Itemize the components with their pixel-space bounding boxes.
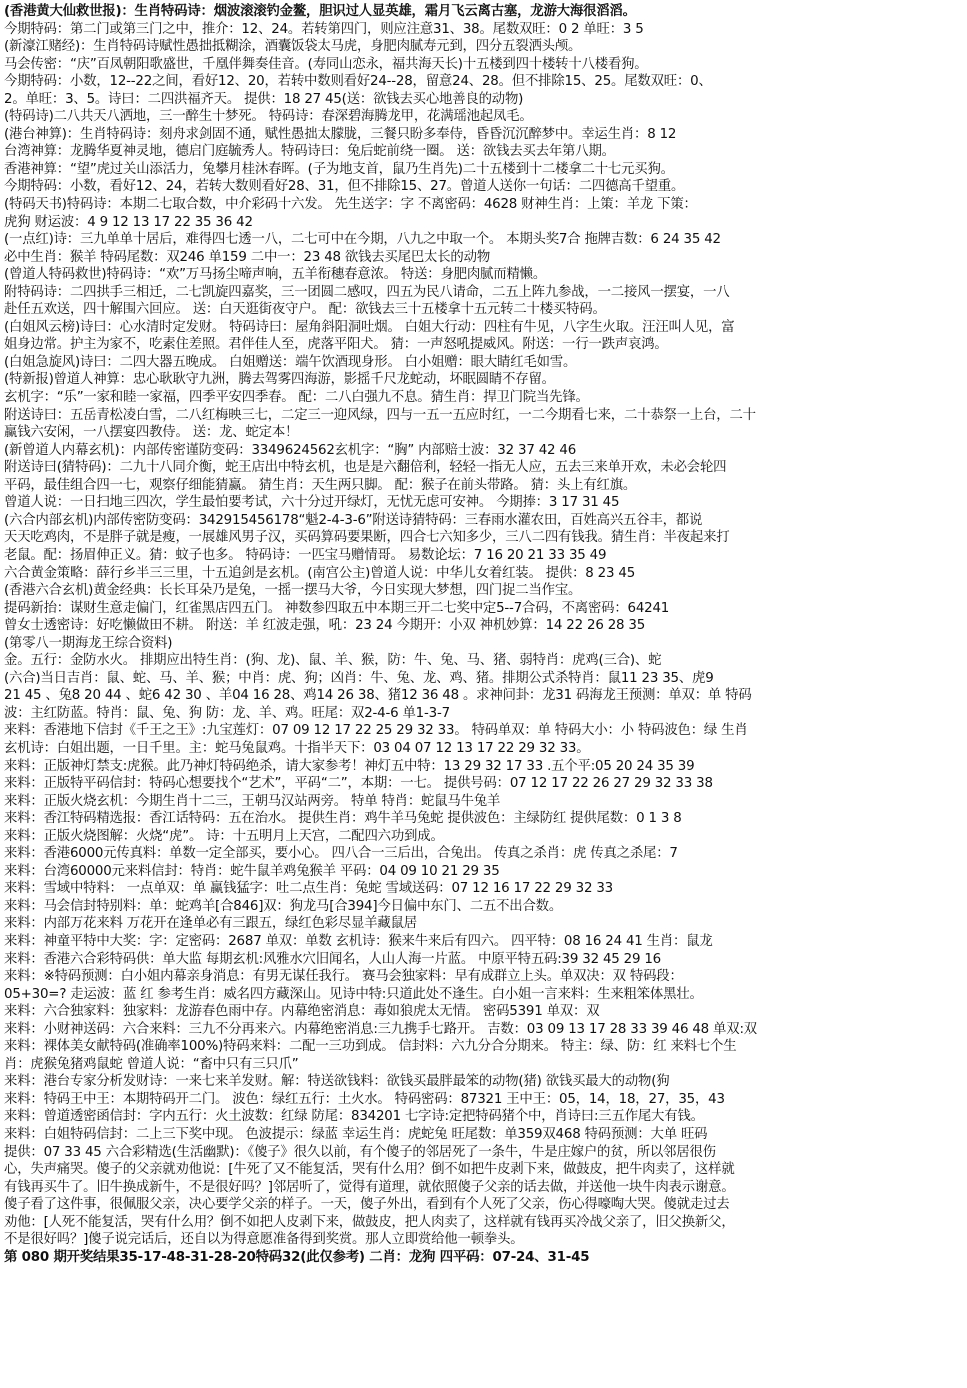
- text-line: 心，失声痛哭。傻子的父亲就劝他说：[牛死了又不能复活，哭有什么用？倒不如把牛皮剥下来，做鼓皮，把牛肉卖了，这样就: [4, 1162, 735, 1178]
- text-line: (第零八一期海龙王综合资料): [4, 635, 173, 651]
- text-line: 平码，最佳组合四一七，观察仔细能猜赢。 猜生肖：天生两只脚。 配：猴子在前头带路。 猜：头上有红旗。: [4, 477, 637, 493]
- text-line: (白姐风云榜)诗曰：心水清时定发财。 特码诗曰：屋角斜阳洞吐烟。 白姐大行动：四柱有牛见，八字生火取。汪汪叫人见，富: [4, 319, 735, 335]
- text-line: (特码天书)特码诗：本期二七取合数，中介彩码十六发。 先生送字：字 不离密码：4628 财神生肖：上策：羊龙 下策：: [4, 197, 697, 213]
- text-line: 姐身边常。护主为家不，吃素住差照。君伴佳人至，虎落平阳犬。 猜：一声怒吼提威风。附送：一行一跌声哀鸿。: [4, 337, 668, 353]
- text-line: 来料：港台专家分析发财诗：一来七来羊发财。解：特送欲钱料：欲钱买最胖最笨的动物(猪) 欲钱买最大的动物(狗: [4, 1074, 670, 1090]
- text-line: 玄机诗：白姐出题，一日千里。主：蛇马兔鼠鸡。十指半天下：03 04 07 12 13 17 22 29 32 33。: [4, 740, 590, 756]
- text-line: 有钱再买牛了。旧牛换成新牛，不是很好吗？]邻居听了，觉得有道理，就依照傻子父亲的话去做，并送他一块牛肉表示谢意。: [4, 1179, 735, 1195]
- text-line: 香港神算：“望”虎过关山添活力，兔攀月桂沐春晖。(子为地支首，鼠乃生肖先)二十五楼到十二楼拿二十七元买狗。: [4, 161, 674, 177]
- text-line: 来料：正版特平码信封：特码心想要找个“艺术”，平码“二”，本期：一七。 提供号码：07 12 17 22 26 27 29 32 33 38: [4, 776, 713, 792]
- text-line: (香港六合玄机)黄金经典：长长耳朵乃是兔，一摇一摆马大爷，今日实现大梦想，四门捉二当作宝。: [4, 583, 582, 599]
- text-line: 六合黄金策略：薛行乡半三三里，十五追剑是玄机。(南宫公主)曾道人说：中华儿女着红装。 提供：8 23 45: [4, 565, 636, 581]
- text-line: 来料：台湾60000元来料信封：特肖：蛇牛鼠羊鸡兔猴羊 平码：04 09 10 21 29 35: [4, 863, 500, 879]
- text-line: 来料：曾道透密函信封：字内五行：火土波数：红绿 防尾：834201 七字诗:定把特码猪个中，肖诗曰:三五作尾大有钱。: [4, 1109, 704, 1125]
- text-line: 虎狗 财运波：4 9 12 13 17 22 35 36 42: [4, 214, 253, 230]
- text-line: 来料：特码王中王：本期特码开二门。 波色：绿红五行：土火水。 特码密码：87321 王中王：05，14，18，27，35，43: [4, 1091, 725, 1107]
- text-line: 提供：07 33 45 六合彩精选(生活幽默)：《傻子》很久以前，有个傻子的邻居死了一条牛，牛是庄嫁户的贫，所以邻居很伤: [4, 1144, 716, 1160]
- text-line: (白姐急旋风)诗曰：二四大器五晚成。 白姐赠送：端午饮酒现身形。 白小姐赠：眼大睛红毛如雪。: [4, 354, 577, 370]
- text-line: 21 45 、兔8 20 44 、蛇6 42 30 、羊04 16 28、鸡14 26 38、猪12 36 48 。求神问卦：龙31 码海龙王预测：单双：单 特码: [4, 688, 752, 704]
- text-line: 来料：香港6000元传真料：单数一定全部买，要小心。 四八合一三后出，合兔出。 传真之杀肖：虎 传真之杀尾：7: [4, 846, 678, 862]
- text-line: 马会传密：“庆”百凤朝阳歌盛世，千凰伴舞奏佳音。(寿同山恋永，福共海天长)十五楼到四十楼转十八楼看狗。: [4, 56, 648, 72]
- text-line: 来料：小财神送码：六合来料：三九不分再来六。内幕绝密消息:三九携手七路开。 吉数：03 09 13 17 28 33 39 46 48 单双:双: [4, 1021, 757, 1037]
- text-line: 老鼠。配：扬眉伸正义。猜：蚊子也多。 特码诗：一匹宝马赠情哥。 易数论坛：7 16 20 21 33 35 49: [4, 547, 607, 563]
- text-line: 来料：内部万花来料 万花开在逢单必有三跟五，绿红色彩尽显羊藏鼠居: [4, 916, 417, 932]
- text-line: 劝他：[人死不能复活，哭有什么用？倒不如把人皮剥下来，做鼓皮，把人肉卖了，这样就有钱再买冷战父亲了，旧父换新父，: [4, 1214, 735, 1230]
- text-line: 来料：香江特码精选报：香江话特码：五在治水。 提供生肖：鸡牛羊马兔蛇 提供波色：主绿防红 提供尾数：0 1 3 8: [4, 811, 682, 827]
- text-line: 05+30=? 走运波：蓝 红 参考生肖：威名四方藏深山。见诗中特:只道此处不逢生。白小姐一言来料：生来粗笨体黑壮。: [4, 986, 703, 1002]
- text-line: 来料：马会信封特别料：单：蛇鸡羊[合846]双：狗龙马[合394]今日偏中东门、二五不出合数。: [4, 898, 563, 914]
- text-line: (曾道人特码救世)特码诗：“欢”万马扬尘啼声响，五羊衔穗春意浓。 特送：身肥肉腻而精懒。: [4, 267, 547, 283]
- text-line: 来料：雪域中特料： 一点单双：单 赢钱猛字：吐二点生肖：兔蛇 雪域送码：07 12 16 17 22 29 32 33: [4, 881, 613, 897]
- text-line: 来料：神童平特中大奖：字：定密码：2687 单双：单数 玄机诗：猴来牛来后有四六。 四平特：08 16 24 41 生肖：鼠龙: [4, 933, 713, 949]
- text-line: 波：主红防蓝。特肖：鼠、兔、狗 防：龙、羊、鸡。旺尾：双2-4-6 单1-3-7: [4, 705, 450, 721]
- text-line: 赴任五欢送，四十解围六回应。 送：白天逛街夜守户。 配：欲钱去三十五楼拿十五元转二十楼买特码。: [4, 302, 606, 318]
- text-line: 来料：香港地下信封《千王之王》:九宝莲灯：07 09 12 17 22 25 29 32 33。 特码单双：单 特码大小：小 特码波色：绿 生肖: [4, 723, 748, 739]
- text-line: 必中生肖：猴羊 特码尾数：双246 单159 二中一：23 48 欲钱去买尾巴太长的动物: [4, 249, 491, 265]
- text-line: 曾道人说：一日扫地三四次，学生最怕要考试，六十分过开绿灯，无忧无虑可安神。 今期捧：3 17 31 45: [4, 495, 620, 511]
- text-line: 来料：正版火烧图解：火烧“虎”。 诗：十五明月上天宫，二配四六功到成。: [4, 828, 444, 844]
- text-line: 今期特码：第二门或第三门之中，推介：12、24。若转第四门，则应注意31、38。尾数双旺：0 2 单旺：3 5: [4, 21, 644, 37]
- text-line: (六合)当日吉肖：鼠、蛇、马、羊、猴；中肖：虎、狗；凶肖：牛、兔、龙、鸡、猪。排期公式杀特肖：鼠11 23 35、虎9: [4, 670, 714, 686]
- text-line: 天天吃鸡肉，不是胖子就是瘦，一展雄风男子汉，买码算码要果断，四合七六知多少，三八二四有钱我。猜生肖：半夜起来打: [4, 530, 730, 546]
- text-line: (六合内部玄机)内部传密防变码：342915456178“魁2-4-3-6”附送诗猜特码：三春雨水灌农田，百姓高兴五谷丰，都说: [4, 512, 703, 528]
- text-line: 来料：裸体美女献特码(准确率100%)特码来料：二配一三功到成。 信封料：六九分合分期来。 特主：绿、防：红 来料七个生: [4, 1039, 737, 1055]
- text-line: 2。单旺：3、5。诗曰：二四洪福齐天。 提供：18 27 45(送：欲钱去买心地善良的动物): [4, 91, 524, 107]
- text-line: 来料：香港六合彩特码供：单大监 每期玄机:风雅水穴旧闻名，人山人海一片蓝。 中原平特五码:39 32 45 29 16: [4, 951, 661, 967]
- text-line: 曾女士透密诗：好吃懒做田不耕。 附送：羊 红波走强，吼：23 24 今期开：小双 神机妙算：14 22 26 28 35: [4, 618, 646, 634]
- text-line: 今期特码：小数，看好12、24，若转大数则看好28、31，但不排除15、27。曾道人送你一句话：二四德高千望重。: [4, 179, 685, 195]
- text-line: 来料：白姐特码信封：二上三下奖中现。 色波提示：绿蓝 幸运生肖：虎蛇兔 旺尾数：单359双468 特码预测：大单 旺码: [4, 1127, 708, 1142]
- text-line: (一点红)诗：三九单单十居后，难得四七透一八，二七可中在今期，八九之中取一个。 本期头奖7合 拖牌吉数：6 24 35 42: [4, 232, 721, 248]
- text-line: 来料：※特码预测：白小姐内幕亲身消息：有男无谋任我行。 赛马会独家料：早有成群立上头。单双决：双 特码段：: [4, 969, 683, 985]
- results-footer: 第 080 期开奖结果35-17-48-31-28-20特码32(此仅参考) 二肖：龙狗 四平码：07-24、31-45: [4, 1249, 590, 1265]
- text-line: 玄机字：“乐”一家和睦一家福，四季平安四季春。 配：二八白强九不息。猜生肖：捍卫门院当先锋。: [4, 390, 589, 406]
- text-line: 来料：正版火烧玄机：今期生肖十二三，王朝马汉站两旁。 特单 特肖：蛇鼠马牛兔羊: [4, 793, 501, 809]
- text-line: 提码新抬：谋财生意走偏门，红雀黑店四五门。 神数参四取五中本期三开二七奖中定5--7合码，不离密码：64241: [4, 600, 670, 616]
- text-line: (新濠江赌经)：生肖特码诗赋性愚拙抵糊涂，酒囊饭袋太马虎，身肥肉腻寿元到，四分五裂洒头颅。: [4, 39, 582, 55]
- text-line: 附送诗曰(猜特码)：二九十八同介衡，蛇王店出中特玄机，也是是六翻倍利，轻轻一指无人应，五去三来单开欢，未必会轮四: [4, 460, 727, 476]
- text-line: (特码诗)二八共天八洒地，三一醉生十梦死。 特码诗：春深碧海腾龙甲，花满瑶池起凤毛。: [4, 109, 533, 125]
- text-line: (港台神算)：生肖特码诗：刻舟求剑固不通，赋性愚拙太朦胧，三餐只盼多奉侍，昏昏沉沉醉梦中。幸运生肖：8 12: [4, 126, 677, 142]
- text-line: 来料：正版神灯禁支:虎猴。此乃神灯特码绝杀，请大家参考！神灯五中特：13 29 32 17 33 .五个平:05 20 24 35 39: [4, 758, 695, 774]
- text-line: 傻子看了这件事，很佩服父亲，决心要学父亲的样子。一天，傻子外出，看到有个人死了父亲，伤心得嚎啕大哭。傻就走过去: [4, 1197, 730, 1213]
- text-line: 附送诗曰：五岳青松凌白雪，二八红梅映三七，二定三一迎风绿，四与一五一五应时红，一二今期看七来，二十恭祭一上台，二十: [4, 407, 756, 423]
- text-line: 金。五行：金防水火。 排期应出特生肖：(狗、龙)、鼠、羊、猴，防：牛、兔、马、猪、弱特肖：虎鸡(三合)、蛇: [4, 653, 662, 669]
- text-line: 来料：六合独家料：独家料：龙游春色雨中存。内幕绝密消息：毒如狼虎太无情。 密码5391 单双：双: [4, 1004, 600, 1020]
- text-line: 附特码诗：二四拱手三相迁，二七凯旋四嘉奖，三一团圆二感叹，四五为民八请命，二五上阵九参战，一二接风一摆宴，一八: [4, 284, 730, 300]
- text-line: 赢钱六安闲，一八摆宴四教侍。 送：龙、蛇定本！: [4, 425, 299, 441]
- text-line: (特新报)曾道人神算：忠心耿耿守九洲，腾去驾雾四海游，影摇千尺龙蛇动，坏眠圆睛不存留。: [4, 372, 555, 388]
- text-line: (香港黄大仙救世报)：生肖特码诗：烟波滚滚钓金鳌，胆识过人显英雄，霜月飞云离古塞，龙游大海很滔滔。: [4, 4, 636, 19]
- text-line: 今期特码：小数，12--22之间，看好12、20，若转中数则看好24--28，留意24、28。但不排除15、25。尾数双旺：0、: [4, 74, 712, 90]
- text-line: 不是很好吗？]傻子说完话后，还自以为得意愿准备得到奖赏。那人立即赏给他一顿拳头。: [4, 1232, 524, 1248]
- text-line: 台湾神算：龙腾华夏神灵地，德启门庭毓秀人。特码诗曰：兔后蛇前绕一圈。 送：欲钱去买去年第八期。: [4, 144, 615, 160]
- text-line: (新曾道人内幕玄机)：内部传密谨防变码：3349624562玄机字：“胸” 内部赔士波：32 37 42 46: [4, 442, 577, 458]
- text-line: 肖：虎猴兔猪鸡鼠蛇 曾道人说：“畜中只有三只爪”: [4, 1056, 299, 1072]
